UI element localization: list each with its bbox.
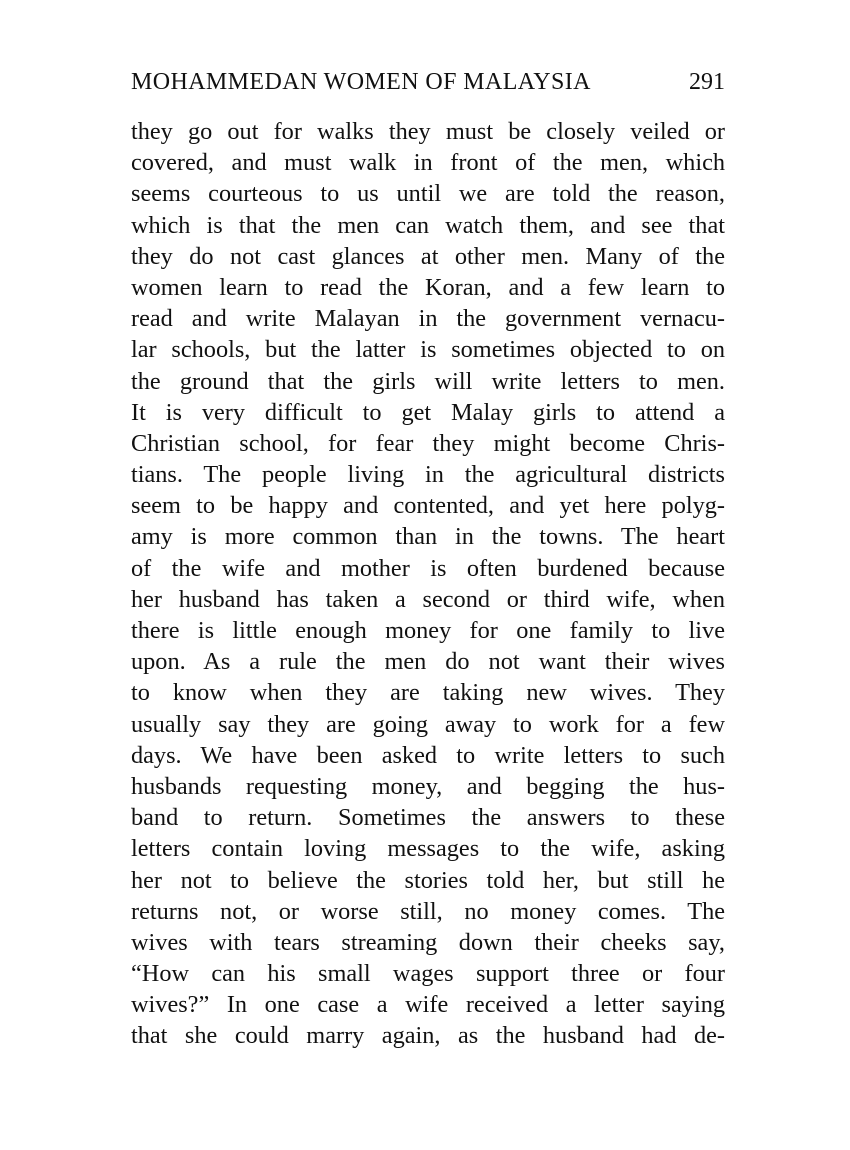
text-line: letters contain loving messages to the wife, asking — [131, 835, 725, 863]
text-line: the ground that the girls will write letters to men. — [131, 367, 725, 395]
running-title: MOHAMMEDAN WOMEN OF MALAYSIA — [131, 69, 591, 95]
text-line: there is little enough money for one family to live — [131, 617, 725, 644]
text-line: they do not cast glances at other men. Many of the — [131, 242, 725, 270]
text-line: wives?” In one case a wife received a letter saying — [131, 991, 725, 1019]
text-line: her husband has taken a second or third wife, when — [131, 585, 725, 613]
page-number: 291 — [689, 69, 725, 95]
text-line: It is very difficult to get Malay girls to attend a — [131, 398, 725, 426]
text-line: which is that the men can watch them, and see that — [131, 211, 725, 239]
text-line: lar schools, but the latter is sometimes objected to on — [131, 336, 725, 364]
text-line: husbands requesting money, and begging the hus- — [131, 772, 725, 800]
body-text — [131, 116, 725, 1052]
text-line: read and write Malayan in the government vernacu- — [131, 305, 725, 333]
text-line: “How can his small wages support three or four — [131, 960, 725, 988]
text-line: to know when they are taking new wives. They — [131, 679, 725, 707]
text-line: they go out for walks they must be closely veiled or — [131, 118, 725, 145]
text-line: covered, and must walk in front of the men, which — [131, 149, 725, 177]
text-line: that she could marry again, as the husband had de- — [131, 1022, 725, 1050]
text-line: usually say they are going away to work for a few — [131, 710, 725, 738]
text-line: seem to be happy and contented, and yet here polyg- — [131, 492, 725, 520]
text-line: upon. As a rule the men do not want their wives — [131, 648, 725, 676]
text-line: her not to believe the stories told her, but still he — [131, 866, 725, 894]
text-line: days. We have been asked to write letters to such — [131, 741, 725, 769]
text-line: of the wife and mother is often burdened because — [131, 554, 725, 582]
text-line: Christian school, for fear they might become Chris- — [131, 429, 725, 457]
text-line: wives with tears streaming down their cheeks say, — [131, 928, 725, 956]
text-line: band to return. Sometimes the answers to these — [131, 804, 725, 832]
text-line: tians. The people living in the agricultural districts — [131, 461, 725, 489]
text-line: seems courteous to us until we are told the reason, — [131, 180, 725, 208]
running-head — [131, 62, 725, 102]
text-line: amy is more common than in the towns. The heart — [131, 523, 725, 551]
text-line: returns not, or worse still, no money comes. The — [131, 897, 725, 925]
text-line: women learn to read the Koran, and a few learn to — [131, 273, 725, 301]
